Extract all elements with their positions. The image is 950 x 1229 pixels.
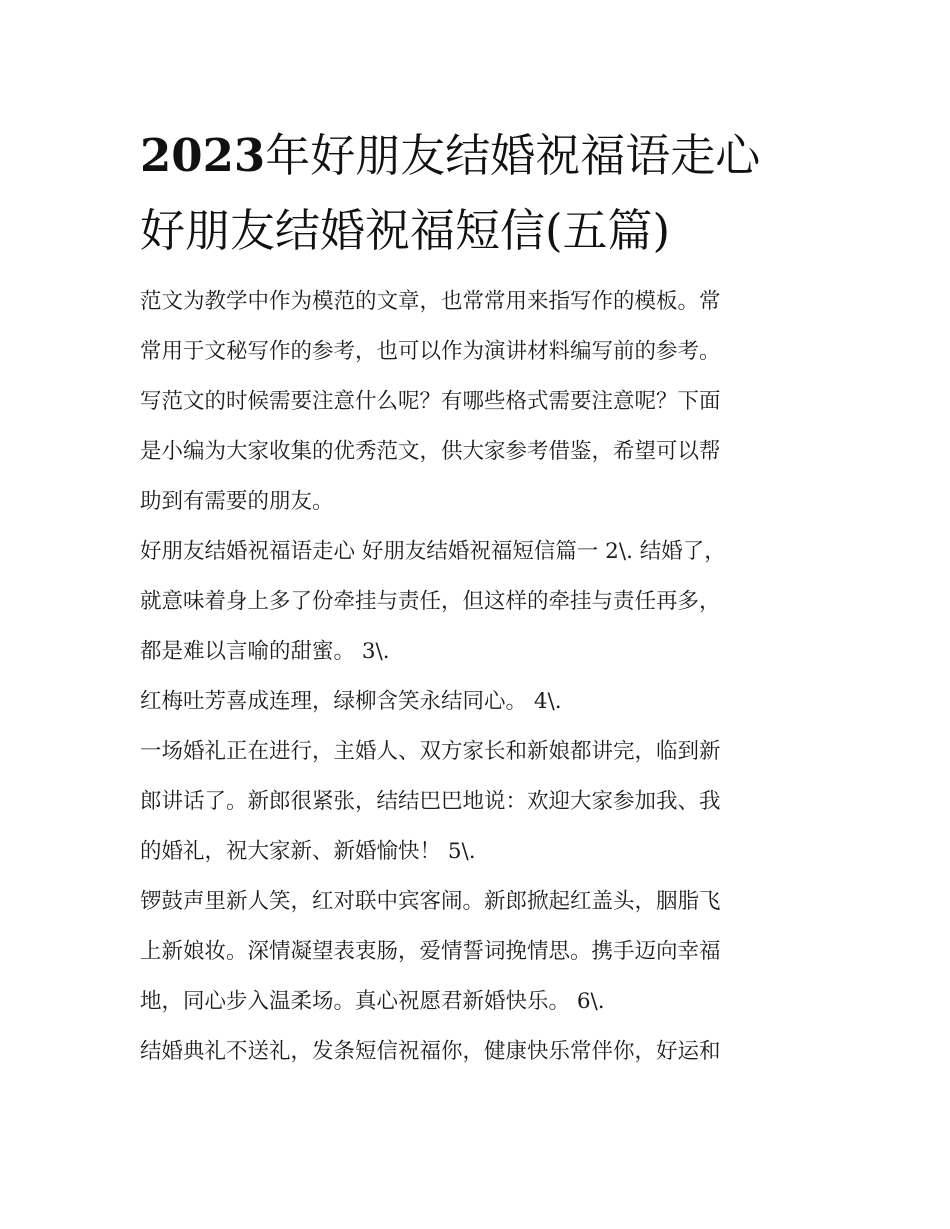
- text-line: 就意味着身上多了份牵挂与责任，但这样的牵挂与责任再多，: [140, 589, 721, 614]
- text-line: 常用于文秘写作的参考，也可以作为演讲材料编写前的参考。: [140, 339, 721, 364]
- text-line: 写范文的时候需要注意什么呢？有哪些格式需要注意呢？下面: [140, 389, 721, 414]
- paragraph-5: [140, 1027, 820, 1077]
- text-line: 范文为教学中作为模范的文章，也常常用来指写作的模板。常: [140, 289, 721, 314]
- document-title: [140, 118, 820, 268]
- text-line: 锣鼓声里新人笑，红对联中宾客闹。新郎掀起红盖头，胭脂飞: [140, 889, 721, 914]
- paragraph-1: [140, 527, 820, 677]
- text-line: 结婚典礼不送礼，发条短信祝福你，健康快乐常伴你，好运和: [140, 1039, 721, 1064]
- title-line-1-text: 年好朋友结婚祝福语走心: [265, 129, 761, 182]
- text-line: 都是难以言喻的甜蜜。 3\.: [140, 639, 390, 664]
- text-line: 助到有需要的朋友。: [140, 489, 334, 514]
- paragraph-4: [140, 877, 820, 1027]
- title-year: 2023: [140, 129, 266, 182]
- text-line: 上新娘妆。深情凝望表衷肠，爱情誓词挽情思。携手迈向幸福: [140, 939, 721, 964]
- paragraph-intro: [140, 277, 820, 527]
- paragraph-2: [140, 677, 820, 727]
- document-body: [140, 277, 820, 1077]
- text-line: 红梅吐芳喜成连理，绿柳含笑永结同心。 4\.: [140, 689, 562, 714]
- title-line-1: [140, 118, 820, 193]
- text-line: 的婚礼，祝大家新、新婚愉快！ 5\.: [140, 839, 476, 864]
- paragraph-3: [140, 727, 820, 877]
- text-line: 地，同心步入温柔场。真心祝愿君新婚快乐。 6\.: [140, 989, 605, 1014]
- title-line-2: 好朋友结婚祝福短信(五篇): [140, 204, 671, 257]
- text-line: 好朋友结婚祝福语走心 好朋友结婚祝福短信篇一 2\. 结婚了，: [140, 539, 726, 564]
- text-line: 郎讲话了。新郎很紧张，结结巴巴地说：欢迎大家参加我、我: [140, 789, 721, 814]
- text-line: 一场婚礼正在进行，主婚人、双方家长和新娘都讲完，临到新: [140, 739, 721, 764]
- text-line: 是小编为大家收集的优秀范文，供大家参考借鉴，希望可以帮: [140, 439, 721, 464]
